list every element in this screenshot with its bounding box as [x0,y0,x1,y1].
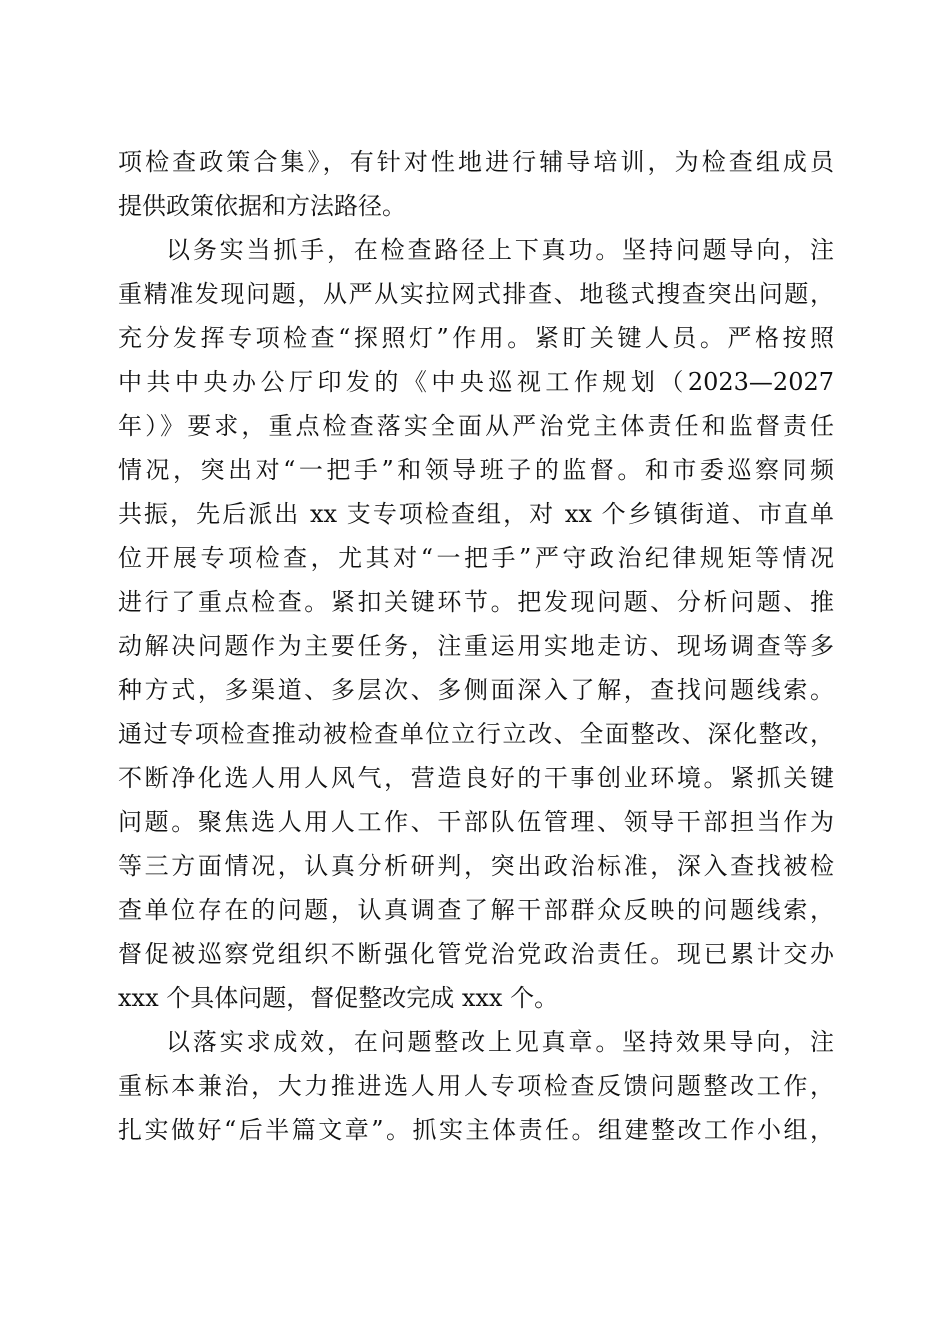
text-line: 问题。聚焦选人用人工作、干部队伍管理、领导干部担当作为 [118,808,834,836]
text-line: 情况，突出对“一把手”和领导班子的监督。和市委巡察同频 [118,456,834,484]
text-line: 等三方面情况，认真分析研判，突出政治标准，深入查找被检 [118,852,834,880]
text-line: 年）》要求，重点检查落实全面从严治党主体责任和监督责任 [118,412,834,440]
text-line: xxx 个具体问题，督促整改完成 xxx 个。 [118,984,559,1012]
text-line: 中共中央办公厅印发的《中央巡视工作规划（2023—2027 [118,368,834,396]
text-line: 不断净化选人用人风气，营造良好的干事创业环境。紧抓关键 [118,764,834,792]
text-line: 共振，先后派出 xx 支专项检查组，对 xx 个乡镇街道、市直单 [118,500,834,528]
text-line: 查单位存在的问题，认真调查了解干部群众反映的问题线索， [118,896,834,924]
text-line: 项检查政策合集》，有针对性地进行辅导培训，为检查组成员 [118,148,834,176]
paragraph-start-line: 以落实求成效，在问题整改上见真章。坚持效果导向，注 [166,1028,834,1056]
text-line: 通过专项检查推动被检查单位立行立改、全面整改、深化整改， [118,720,834,748]
text-line: 种方式，多渠道、多层次、多侧面深入了解，查找问题线索。 [118,676,834,704]
text-line: 督促被巡察党组织不断强化管党治党政治责任。现已累计交办 [118,940,834,968]
text-line: 充分发挥专项检查“探照灯”作用。紧盯关键人员。严格按照 [118,324,834,352]
text-line: 提供政策依据和方法路径。 [118,192,406,220]
paragraph-start-line: 以务实当抓手，在检查路径上下真功。坚持问题导向，注 [166,236,834,264]
text-line: 位开展专项检查，尤其对“一把手”严守政治纪律规矩等情况 [118,544,834,572]
text-line: 扎实做好“后半篇文章”。抓实主体责任。组建整改工作小组， [118,1116,834,1144]
text-line: 重精准发现问题，从严从实拉网式排查、地毯式搜查突出问题， [118,280,834,308]
text-line: 进行了重点检查。紧扣关键环节。把发现问题、分析问题、推 [118,588,834,616]
text-line: 动解决问题作为主要任务，注重运用实地走访、现场调查等多 [118,632,834,660]
text-line: 重标本兼治，大力推进选人用人专项检查反馈问题整改工作， [118,1072,834,1100]
